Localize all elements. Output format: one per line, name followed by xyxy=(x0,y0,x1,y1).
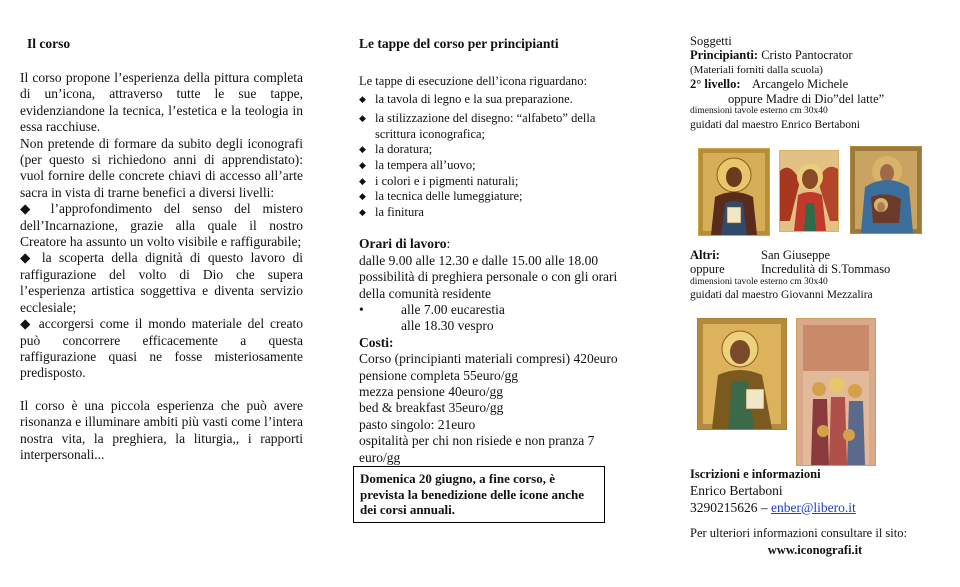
livello-line: 2° livello: Arcangelo Michele xyxy=(690,77,849,92)
tappe-intro: Le tappe di esecuzione dell’icona riguardano: xyxy=(359,74,588,88)
diamond-bullet-icon: ◆ xyxy=(20,201,39,217)
cristo-pantocrator-icon-image xyxy=(698,148,770,236)
list-item: ◆ i colori e i pigmenti naturali; xyxy=(359,173,519,188)
diamond-bullet-icon: ◆ xyxy=(359,206,366,217)
costi-mezza-pensione: mezza pensione 40euro/gg xyxy=(359,384,503,399)
orari-vespro: alle 18.30 vespro xyxy=(401,318,494,334)
costi-pensione-completa: pensione completa 55euro/gg xyxy=(359,367,518,383)
list-item: ◆ la finitura xyxy=(359,204,424,219)
guida-bertaboni: guidati dal maestro Enrico Bertaboni xyxy=(690,118,860,131)
diamond-bullet-icon: ◆ xyxy=(359,159,366,170)
orari-line-preghiera: possibilità di preghiera personale o con gli orari della comunità residente xyxy=(359,269,618,301)
email-link[interactable]: enber@libero.it xyxy=(771,499,856,515)
section-title-il-corso: Il corso xyxy=(27,36,71,51)
arcangelo-michele-icon xyxy=(780,151,838,231)
costi-pasto-singolo: pasto singolo: 21euro xyxy=(359,416,476,432)
altri-soggetti-block xyxy=(690,248,940,303)
list-item: ◆ la doratura; xyxy=(359,142,433,157)
incredulita-san-tommaso-icon xyxy=(797,319,875,465)
diamond-bullet-icon: ◆ xyxy=(359,144,366,155)
principianti-line: Principianti: Cristo Pantocrator xyxy=(690,48,853,63)
list-item: ◆ la tempera all’uovo; xyxy=(359,157,476,172)
livello-oppure-line: oppure Madre di Dio”del latte” xyxy=(728,91,885,106)
incredulita-di-san-tommaso-icon-image xyxy=(796,318,876,466)
column-il-corso xyxy=(20,36,303,463)
ulteriori-informazioni: Per ulteriori informazioni consultare il sito: xyxy=(690,526,907,541)
benedizione-notice-box: Domenica 20 giugno, a fine corso, è prevista la benedizione delle icone anche dei corsi annuali. xyxy=(353,466,605,523)
diamond-bullet-icon: ◆ xyxy=(20,250,35,266)
corso-bullet-mondo-materiale: ◆ accorgersi come il mondo materiale del creato può concorrere efficacemente a questa raffigurazione quasi ne fosse misteriosamente predisposto. xyxy=(20,316,304,381)
san-giuseppe-icon-image xyxy=(697,318,787,430)
iscrizioni-contact: 3290215626 – enber@libero.it xyxy=(690,499,856,515)
orari-line-hours: dalle 9.00 alle 12.30 e dalle 15.00 alle 18.00 xyxy=(359,252,599,268)
column-tappe xyxy=(359,36,624,523)
diamond-bullet-icon: ◆ xyxy=(359,175,366,186)
tappe-list xyxy=(359,92,624,221)
column-soggetti xyxy=(690,34,940,132)
dimensioni-note-1: dimensioni tavole esterno cm 30x40 xyxy=(690,106,828,117)
diamond-bullet-icon: ◆ xyxy=(359,93,366,104)
dimensioni-note-2: dimensioni tavole esterno cm 30x40 xyxy=(690,276,828,287)
corso-closing-paragraph: Il corso è una piccola esperienza che può avere risonanza e illuminare ambiti più vasti come l’intera nostra vita, la preghiera, la liturgia,, i rapporti interpersonali... xyxy=(20,397,303,462)
madre-di-dio-del-latte-icon-image xyxy=(850,146,922,234)
corso-bullet-dignita: ◆ la scoperta della dignità di questo lavoro di raffigurazione del volto di Dio che supera l’esperienza artistica soggettiva e diventa servizio ecclesiale; xyxy=(20,250,303,315)
corso-intro-paragraph: Il corso propone l’esperienza della pittura completa di un’icona, attraverso tutte le sue tappe, evidenziandone la tecnica, l’estetica e la teologia in essa racchiuse. xyxy=(20,70,303,135)
iscrizioni-block xyxy=(690,467,940,557)
corso-aim-paragraph: Non pretende di formare da subito degli iconografi (per questo si richiedono anni di apprendistato): vuol fornire delle concrete chiavi di accesso all’arte sacra in vista di trarne benefici a diversi livelli: xyxy=(20,135,303,200)
costi-ospitalita: ospitalità per chi non risiede e non pranza 7 euro/gg xyxy=(359,433,595,465)
list-item: ◆ la tecnica delle lumeggiature; xyxy=(359,189,523,204)
altri-line: Altri: San Giuseppe xyxy=(690,248,831,262)
list-item: ◆ la stilizzazione del disegno: “alfabeto” della scrittura iconografica; xyxy=(359,111,596,141)
costi-bed-breakfast: bed & breakfast 35euro/gg xyxy=(359,400,504,416)
corso-bullet-incarnazione: ◆ l’approfondimento del senso del mistero dell’Incarnazione, grazie alla quale il nostro Creatore ha assunto un volto visibile e raffigurabile; xyxy=(20,201,304,250)
section-title-tappe: Le tappe del corso per principianti xyxy=(359,36,559,51)
materiali-note: (Materiali forniti dalla scuola) xyxy=(690,63,823,76)
dot-bullet-icon: • xyxy=(359,301,364,317)
diamond-bullet-icon: ◆ xyxy=(359,113,366,124)
san-giuseppe-icon xyxy=(698,319,786,429)
arcangelo-michele-icon-image xyxy=(779,150,839,232)
diamond-bullet-icon: ◆ xyxy=(359,191,366,202)
costi-heading: Costi: xyxy=(359,334,394,350)
altri-oppure-line: oppure Incredulità di S.Tommaso xyxy=(690,262,891,277)
orari-eucarestia: • alle 7.00 eucarestia xyxy=(359,301,505,317)
madre-di-dio-icon xyxy=(851,147,921,233)
cristo-pantocrator-icon xyxy=(699,149,769,235)
list-item: ◆ la tavola di legno e la sua preparazione. xyxy=(359,91,573,106)
iscrizioni-name: Enrico Bertaboni xyxy=(690,483,783,499)
guida-mezzalira: guidati dal maestro Giovanni Mezzalira xyxy=(690,289,873,302)
diamond-bullet-icon: ◆ xyxy=(20,316,33,332)
orari-heading: Orari di lavoro: xyxy=(359,236,451,252)
soggetti-heading: Soggetti xyxy=(690,34,732,48)
website-link[interactable]: www.iconografi.it xyxy=(767,542,863,557)
costi-corso: Corso (principianti materiali compresi) 420euro xyxy=(359,351,618,367)
iscrizioni-heading: Iscrizioni e informazioni xyxy=(690,467,821,481)
